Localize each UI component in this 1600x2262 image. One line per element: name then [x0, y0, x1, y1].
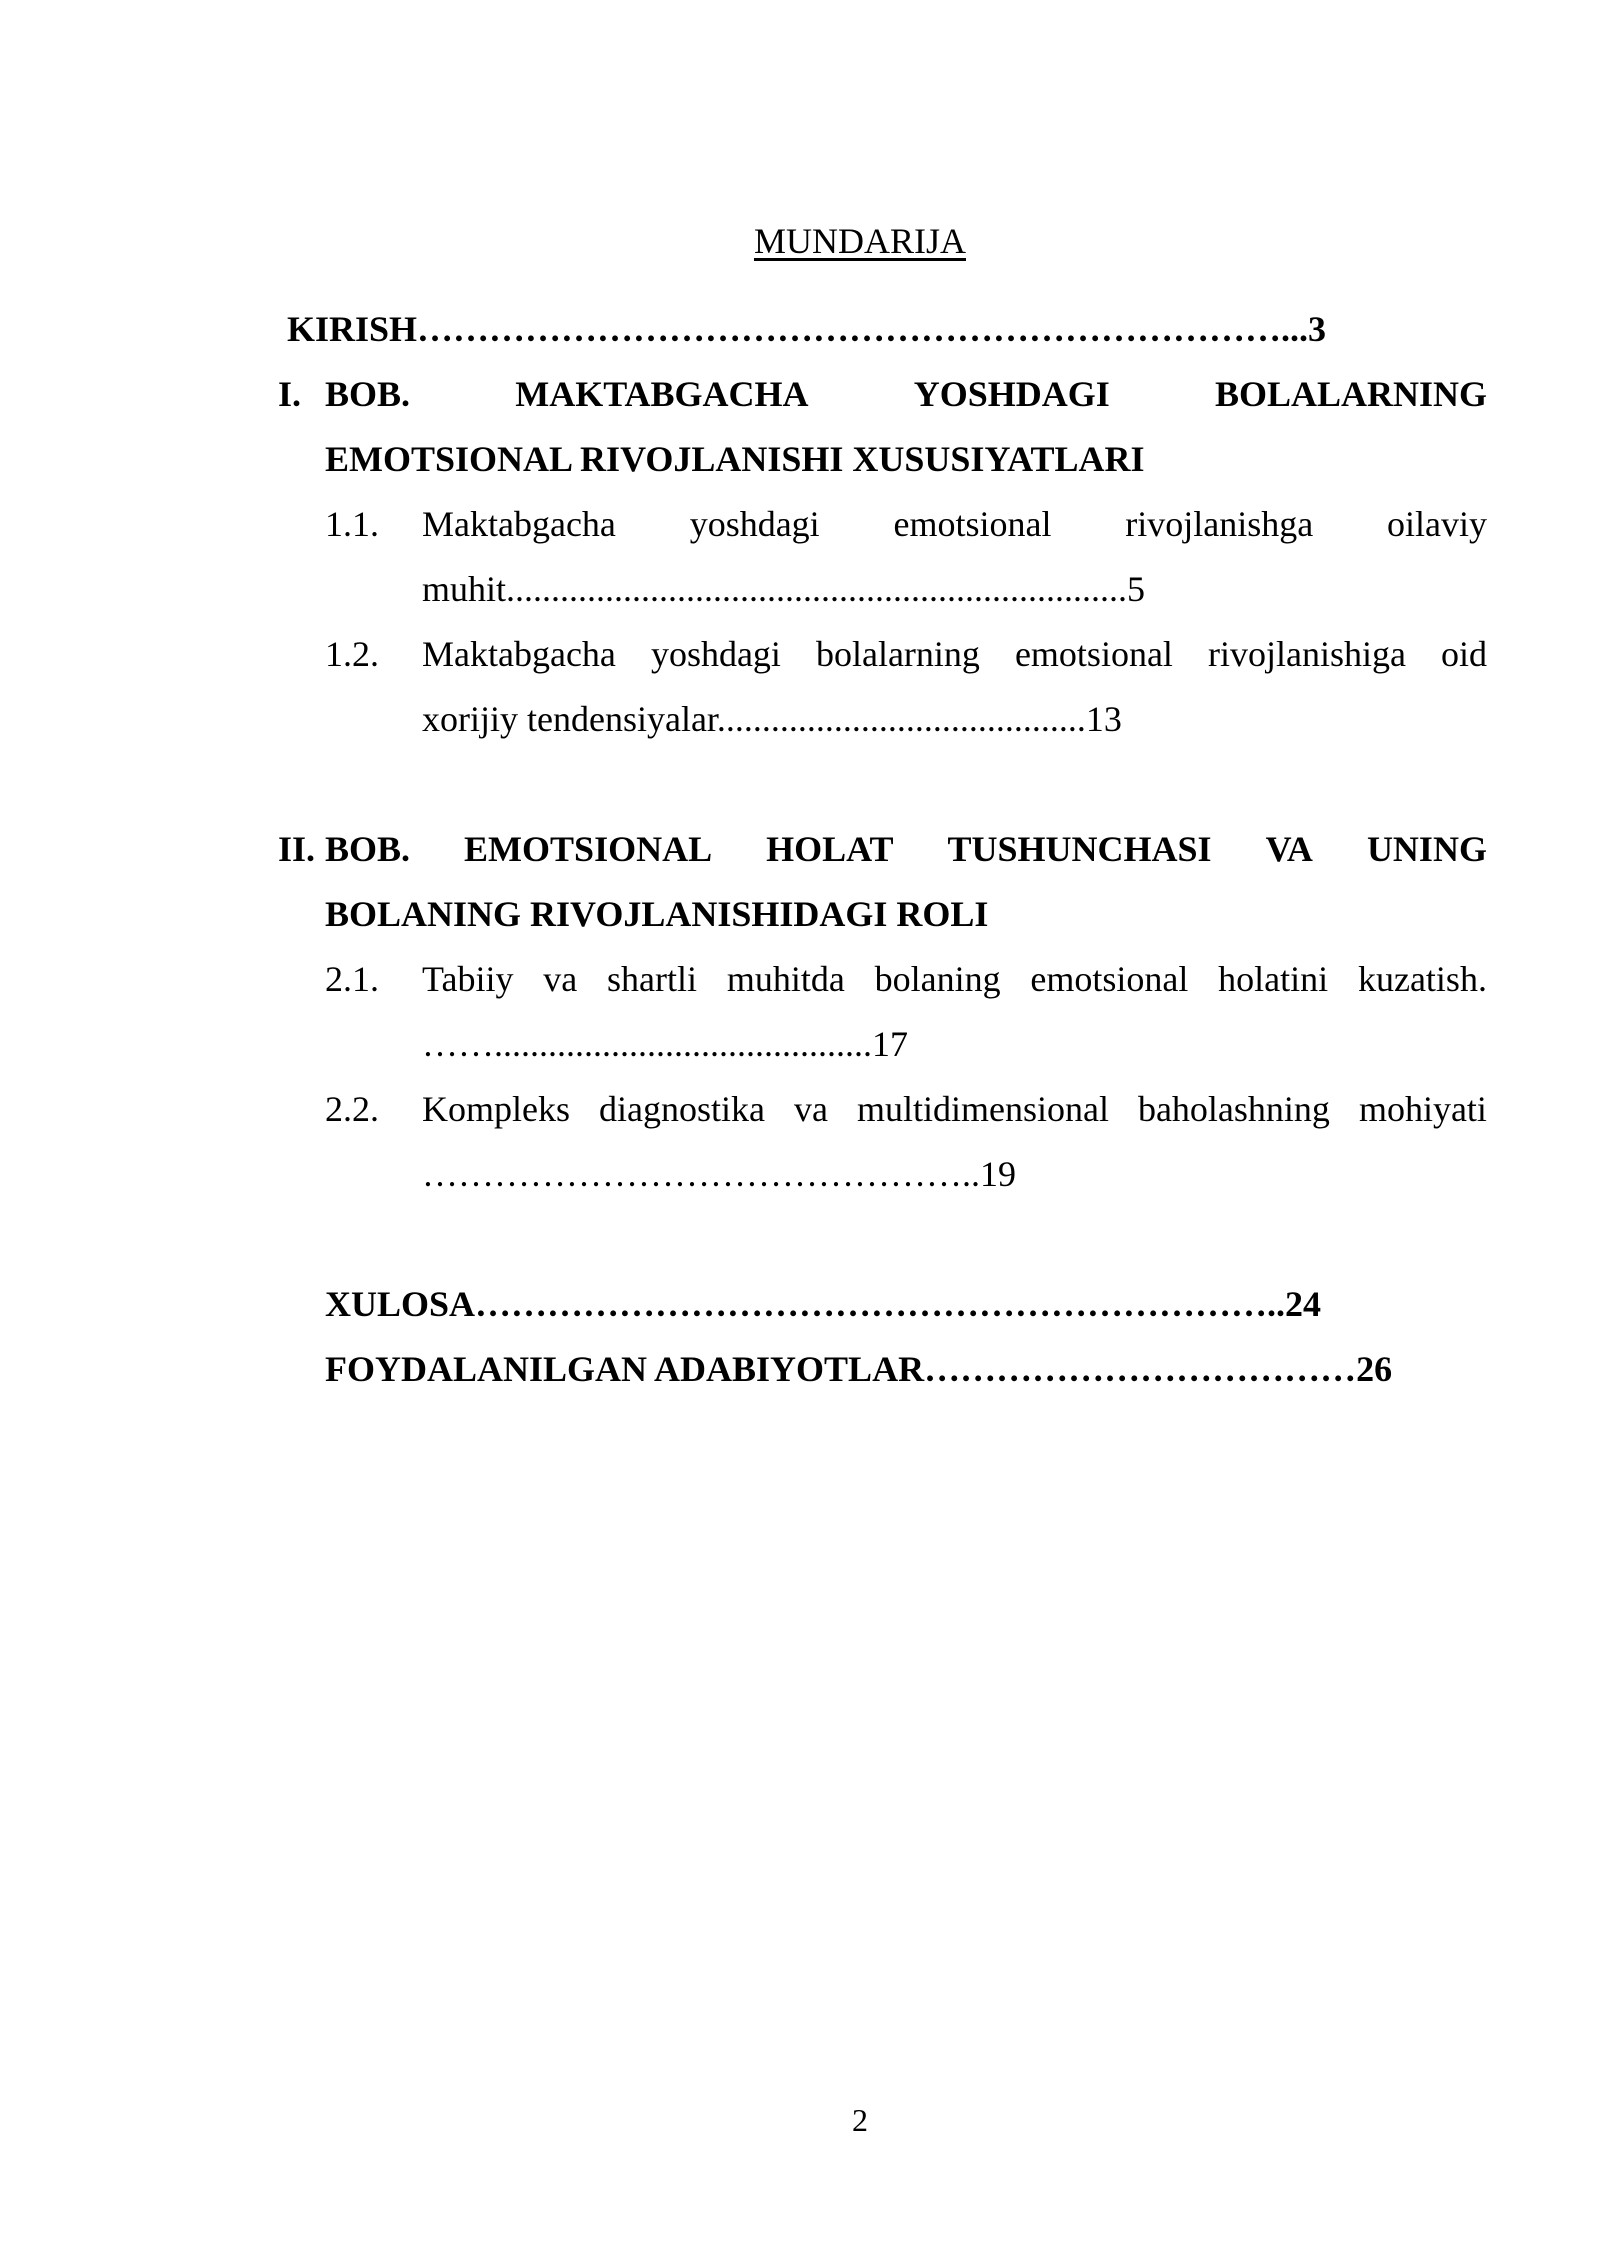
chapter-1-heading-line-2: EMOTSIONAL RIVOJLANISHI XUSUSIYATLARI: [325, 439, 1145, 479]
page-title: MUNDARIJA: [753, 221, 966, 261]
section-word: Maktabgacha: [422, 504, 616, 544]
section-word: bolalarning: [815, 634, 980, 674]
section-2-1-number: 2.1.: [325, 959, 379, 999]
chapter-1-heading-line-1: [325, 369, 1487, 419]
chapter-2-number: II.: [278, 829, 316, 869]
page-number: 2: [852, 2102, 868, 2138]
heading-word: TUSHUNCHASI: [947, 829, 1212, 869]
toc-entry-intro: KIRISH………………………………………………………………...3: [287, 309, 1327, 349]
section-word: bolaning: [874, 959, 1001, 999]
toc-entry-conclusion: XULOSA…………………………………………………………..24: [325, 1284, 1322, 1324]
section-1-2-line-1: [422, 629, 1487, 679]
section-word: Maktabgacha: [422, 634, 616, 674]
section-1-2-number: 1.2.: [325, 634, 379, 674]
chapter-2-heading-line-1: [325, 824, 1487, 874]
section-word: diagnostika: [599, 1089, 765, 1129]
section-word: yoshdagi: [650, 634, 781, 674]
heading-word: HOLAT: [766, 829, 894, 869]
heading-word: EMOTSIONAL: [464, 829, 713, 869]
section-word: shartli: [607, 959, 698, 999]
section-word: muhitda: [726, 959, 845, 999]
heading-word: BOLALARNING: [1214, 374, 1487, 414]
section-word: oid: [1440, 634, 1487, 674]
section-word: emotsional: [1030, 959, 1189, 999]
section-word: holatini: [1218, 959, 1329, 999]
section-1-1-line-1: [422, 499, 1487, 549]
section-word: mohiyati: [1358, 1089, 1487, 1129]
section-word: rivojlanishga: [1125, 504, 1314, 544]
chapter-1-number: I.: [278, 374, 302, 414]
section-word: va: [793, 1089, 828, 1129]
section-word: oilaviy: [1386, 504, 1487, 544]
heading-word: VA: [1265, 829, 1313, 869]
section-word: rivojlanishiga: [1207, 634, 1406, 674]
section-word: Tabiiy: [422, 959, 514, 999]
toc-entry-references: FOYDALANILGAN ADABIYOTLAR………………………………26: [325, 1349, 1393, 1389]
heading-word: UNING: [1366, 829, 1487, 869]
section-word: emotsional: [1014, 634, 1173, 674]
heading-word: YOSHDAGI: [913, 374, 1110, 414]
section-word: baholashning: [1137, 1089, 1330, 1129]
section-2-2-number: 2.2.: [325, 1089, 379, 1129]
heading-word: BOB.: [325, 829, 411, 869]
section-word: emotsional: [893, 504, 1052, 544]
section-word: kuzatish.: [1357, 959, 1487, 999]
section-1-1-line-2: muhit.....................................................................5: [422, 569, 1146, 609]
section-2-1-line-2: ……..........................................17: [422, 1024, 908, 1064]
section-word: va: [543, 959, 578, 999]
heading-word: BOB.: [325, 374, 411, 414]
section-1-2-line-2: xorijiy tendensiyalar.........................................13: [422, 699, 1122, 739]
section-2-2-line-1: [422, 1084, 1487, 1134]
section-2-2-line-2: ………………………………………..19: [422, 1154, 1016, 1194]
section-1-1-number: 1.1.: [325, 504, 379, 544]
heading-word: MAKTABGACHA: [515, 374, 809, 414]
section-2-1-line-1: [422, 954, 1487, 1004]
chapter-2-heading-line-2: BOLANING RIVOJLANISHIDAGI ROLI: [325, 894, 989, 934]
section-word: yoshdagi: [689, 504, 820, 544]
section-word: Kompleks: [422, 1089, 570, 1129]
section-word: multidimensional: [856, 1089, 1109, 1129]
